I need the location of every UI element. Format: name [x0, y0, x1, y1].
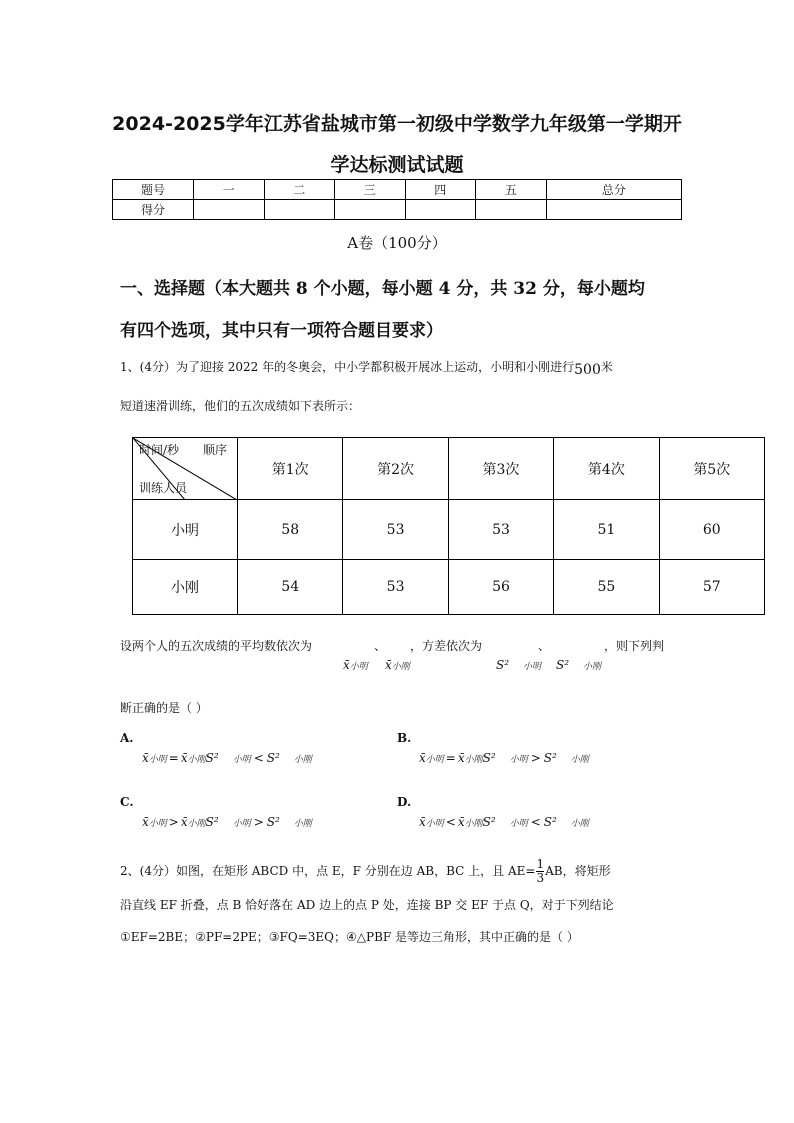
s2-gang-formula [556, 654, 601, 673]
option-label: D. [397, 795, 412, 809]
score-cell: 四 [405, 180, 476, 200]
value-cell: 53 [343, 560, 448, 615]
score-table [112, 179, 682, 220]
q2-text-line3: ①EF=2BE；②PF=2PE；③FQ=3EQ；④△PBF 是等边三角形，其中正确的是（ ） [120, 930, 579, 944]
s2-symbol: S² [556, 658, 570, 672]
diag-label-person: 训练人员 [139, 481, 188, 495]
option-formula: x̄小明 < x̄小刚S² 小明 < S² 小刚 [419, 815, 589, 829]
score-input-cell[interactable] [335, 200, 406, 220]
q1-text-line2: 短道速滑训练，他们的五次成绩如下表所示： [120, 399, 361, 413]
option-formula: x̄小明 = x̄小刚S² 小明 > S² 小刚 [419, 751, 589, 765]
score-table-score-row [113, 200, 682, 220]
option-formula: x̄小明 = x̄小刚S² 小明 < S² 小刚 [142, 751, 312, 765]
score-table-header-row [113, 180, 682, 200]
header-cell: 第5次 [659, 438, 764, 500]
q1-stem-comma: 、 [374, 639, 387, 653]
section-a-heading: A卷（100分） [347, 234, 447, 252]
results-table [132, 437, 765, 615]
page-title-line1: 2024-2025学年江苏省盐城市第一初级中学数学九年级第一学期开 [112, 113, 682, 135]
xbar-gang-formula [385, 654, 410, 673]
s2-symbol: S² [496, 658, 510, 672]
fraction-denominator: 3 [536, 871, 545, 885]
row-name-cell: 小刚 [133, 560, 238, 615]
fraction-numerator: 1 [536, 857, 545, 871]
q1-stem-c: ，则下列判 [604, 639, 665, 653]
page-title-line2: 学达标测试试题 [330, 154, 464, 176]
table-row [133, 500, 765, 560]
score-cell: 一 [194, 180, 265, 200]
sub-gang: 小刚 [391, 662, 410, 672]
score-input-cell[interactable] [476, 200, 547, 220]
score-cell: 三 [335, 180, 406, 200]
score-input-cell[interactable] [264, 200, 335, 220]
q2-text-line2: 沿直线 EF 折叠，点 B 恰好落在 AD 边上的点 P 处，连接 BP 交 EF 于点 Q，对于下列结论 [120, 898, 614, 912]
option-label: A. [120, 731, 134, 745]
option-d[interactable] [397, 795, 589, 830]
score-input-cell[interactable] [405, 200, 476, 220]
value-cell: 54 [238, 560, 343, 615]
sub-gang: 小刚 [583, 662, 602, 672]
fraction-one-third [536, 858, 544, 885]
value-cell: 53 [448, 500, 553, 560]
part1-heading-line1: 一、选择题（本大题共 8 个小题，每小题 4 分，共 32 分，每小题均 [120, 279, 645, 299]
score-cell: 总分 [546, 180, 682, 200]
score-cell: 题号 [113, 180, 194, 200]
value-cell: 51 [554, 500, 659, 560]
q1-text-line1 [120, 358, 613, 378]
option-label: C. [120, 795, 134, 809]
results-header-row [133, 438, 765, 500]
q2-text-cont: AB，将矩形 [545, 864, 611, 878]
option-b[interactable] [397, 731, 589, 766]
score-input-cell[interactable] [194, 200, 265, 220]
header-cell: 第3次 [448, 438, 553, 500]
q1-stem-d: 断正确的是（ ） [120, 701, 208, 715]
table-row [133, 560, 765, 615]
option-c[interactable] [120, 795, 312, 830]
value-cell: 53 [343, 500, 448, 560]
part1-heading-line2: 有四个选项，其中只有一项符合题目要求） [120, 321, 443, 341]
xbar-symbol: x̄ [343, 658, 350, 672]
option-formula: x̄小明 > x̄小刚S² 小明 > S² 小刚 [142, 815, 312, 829]
header-cell: 第1次 [238, 438, 343, 500]
q2-text: 2、(4分）如图，在矩形 ABCD 中，点 E，F 分别在边 AB，BC 上，且 AE= [120, 864, 536, 878]
score-cell: 五 [476, 180, 547, 200]
q1-stem-a: 设两个人的五次成绩的平均数依次为 [120, 639, 313, 653]
row-name-cell: 小明 [133, 500, 238, 560]
header-cell: 第4次 [554, 438, 659, 500]
option-a[interactable] [120, 731, 312, 766]
score-cell: 得分 [113, 200, 194, 220]
score-input-cell[interactable] [546, 200, 682, 220]
diag-label-time: 时间/秒 [139, 443, 180, 457]
value-cell: 56 [448, 560, 553, 615]
xbar-symbol: x̄ [385, 658, 392, 672]
sub-ming: 小明 [349, 662, 368, 672]
sub-ming: 小明 [523, 662, 542, 672]
q2-text-line1 [120, 858, 611, 885]
value-cell: 57 [659, 560, 764, 615]
q1-distance: 500 [574, 362, 601, 378]
diag-label-order: 顺序 [202, 443, 227, 457]
q1-stem-comma-2: 、 [538, 639, 551, 653]
value-cell: 58 [238, 500, 343, 560]
score-cell: 二 [264, 180, 335, 200]
diagonal-header-cell [133, 438, 238, 500]
value-cell: 55 [554, 560, 659, 615]
header-cell: 第2次 [343, 438, 448, 500]
q1-unit: 米 [600, 360, 613, 374]
q1-stem-b: ，方差依次为 [410, 639, 483, 653]
s2-ming-formula [496, 654, 541, 673]
option-label: B. [397, 731, 412, 745]
value-cell: 60 [659, 500, 764, 560]
q1-text: 1、(4分）为了迎接 2022 年的冬奥会，中小学都积极开展冰上运动，小明和小刚进行 [120, 360, 575, 374]
xbar-ming-formula [343, 654, 368, 673]
